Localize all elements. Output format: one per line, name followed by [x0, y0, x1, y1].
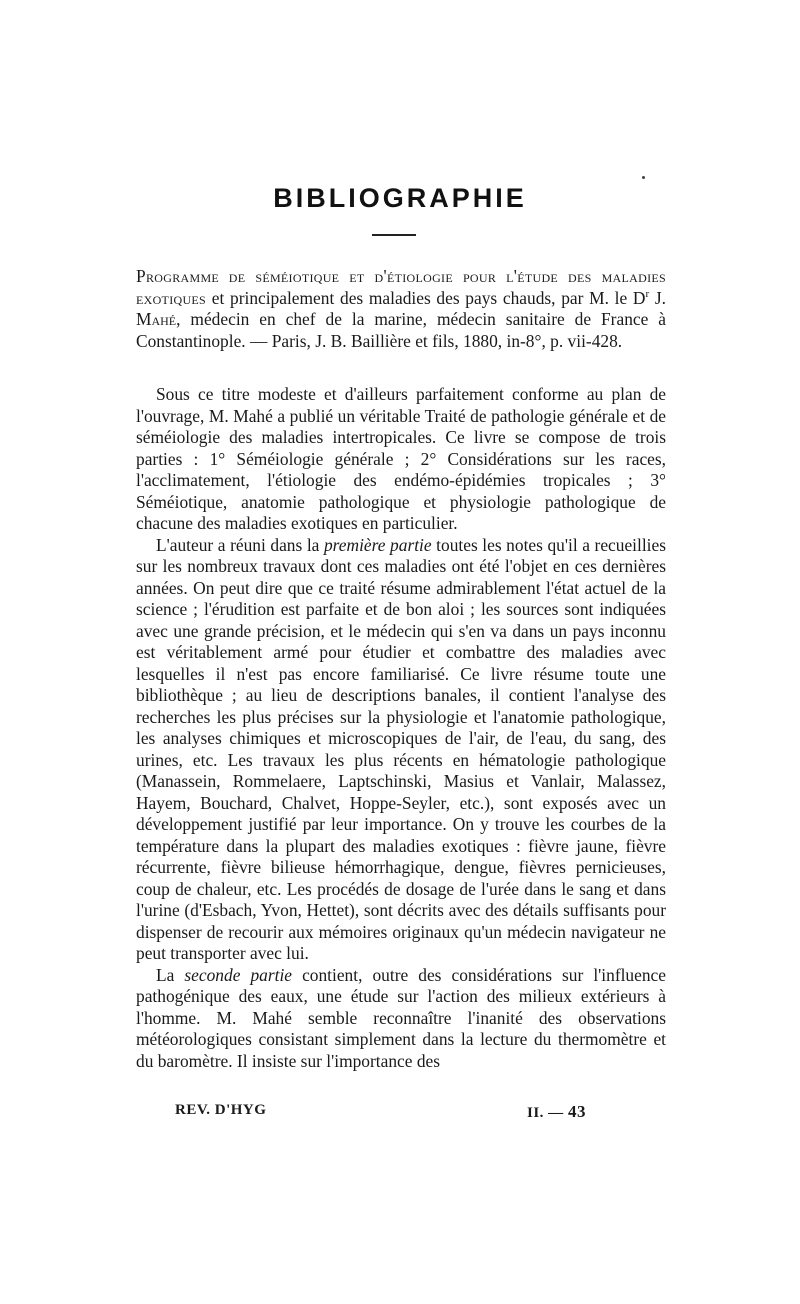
paragraph-2-a: L'auteur a réuni dans la: [156, 534, 324, 555]
bibliographic-entry: [136, 266, 666, 352]
paragraph-3-a: La: [156, 964, 185, 985]
entry-title: de séméiotique et d'étiologie pour l'étude des maladies exotiques: [136, 266, 666, 308]
paragraph-3: [136, 965, 666, 1073]
paragraph-2-emphasis: première partie: [323, 534, 432, 555]
title-rule: [372, 234, 416, 236]
entry-title-first-word: Programme: [136, 266, 220, 286]
paragraph-2-b: toutes les notes qu'il a recueillies sur les nombreux travaux dont ces maladies ont été l'objet en ces dernières années. On peut dire que ce traité résume admirablement l'état actuel de la science ; l'érudition est parfaite et de bon aloi ; les sources sont indiquées avec une grande précision, et le médecin qui s'en va dans un pays inconnu est véritablement armé pour étudier et combattre des maladies avec lesquelles il n'est pas encore familiarisé. Ce livre résume toute une bibliothèque ; au lieu de descriptions banales, il contient l'analyse des recherches les plus précises sur la physiologie et l'anatomie pathologique, les analyses chimiques et microscopiques de l'air, de l'eau, du sang, des urines, etc. Les travaux les plus récents en hématologie pathologique (Manassein, Rommelaere, Laptschinski, Masius et Vanlair, Malassez, Hayem, Bouchard, Chalvet, Hoppe-Seyler, etc.), sont exposés avec un développement justifié par leur importance. On y trouve les courbes de la température dans la plupart des maladies exotiques : fièvre jaune, fièvre récurrente, fièvre bilieuse hémorrhagique, dengue, fièvres pernicieuses, coup de chaleur, etc. Les procédés de dosage de l'urée dans le sang et dans l'urine (d'Esbach, Yvon, Hettet), sont décrits avec des détails suffisants pour dispenser de recourir aux mémoires originaux qu'un médecin navigateur ne peut transporter avec lui.: [136, 534, 666, 963]
entry-author: J. Mahé: [136, 287, 666, 329]
entry-text-1: et principalement des maladies des pays chauds, par M. le D: [206, 287, 646, 308]
entry-sup: r: [645, 287, 650, 300]
paragraph-1: Sous ce titre modeste et d'ailleurs parfaitement conforme au plan de l'ouvrage, M. Mahé a publié un véritable Traité de pathologie générale et de séméiologie des maladies intertropicales. Ce livre se compose de trois parties : 1° Séméiologie générale ; 2° Considérations sur les races, l'acclimatement, l'étiologie des endémo-épidémies tropicales ; 3° Séméiotique, anatomie pathologique et physiologie pathologique de chacune des maladies exotiques en particulier.: [136, 384, 666, 533]
review-body: [136, 384, 666, 1072]
footer-number: 43: [567, 1102, 586, 1121]
entry-text-2: , médecin en chef de la marine, médecin sanitaire de France à Constantinople. — Paris, J. B. Baillière et fils, 1880, in-8°, p. vii-428.: [136, 309, 666, 351]
page-footer: [0, 1102, 800, 1126]
footer-signature: [527, 1102, 586, 1122]
footer-volume: II. —: [527, 1105, 568, 1121]
footer-journal: REV. D'HYG: [175, 1102, 267, 1118]
ink-speck: [642, 176, 645, 179]
page-title: BIBLIOGRAPHIE: [273, 183, 527, 213]
paragraph-3-emphasis: seconde partie: [184, 964, 293, 985]
paragraph-3-b: contient, outre des considérations sur l'influence pathogénique des eaux, une étude sur l'action des milieux extérieurs à l'homme. M. Mahé semble reconnaître l'inanité des observations météorologiques consistant simplement dans la lecture du thermomètre et du baromètre. Il insiste sur l'importance des: [136, 964, 666, 1071]
paragraph-2: [136, 535, 666, 965]
